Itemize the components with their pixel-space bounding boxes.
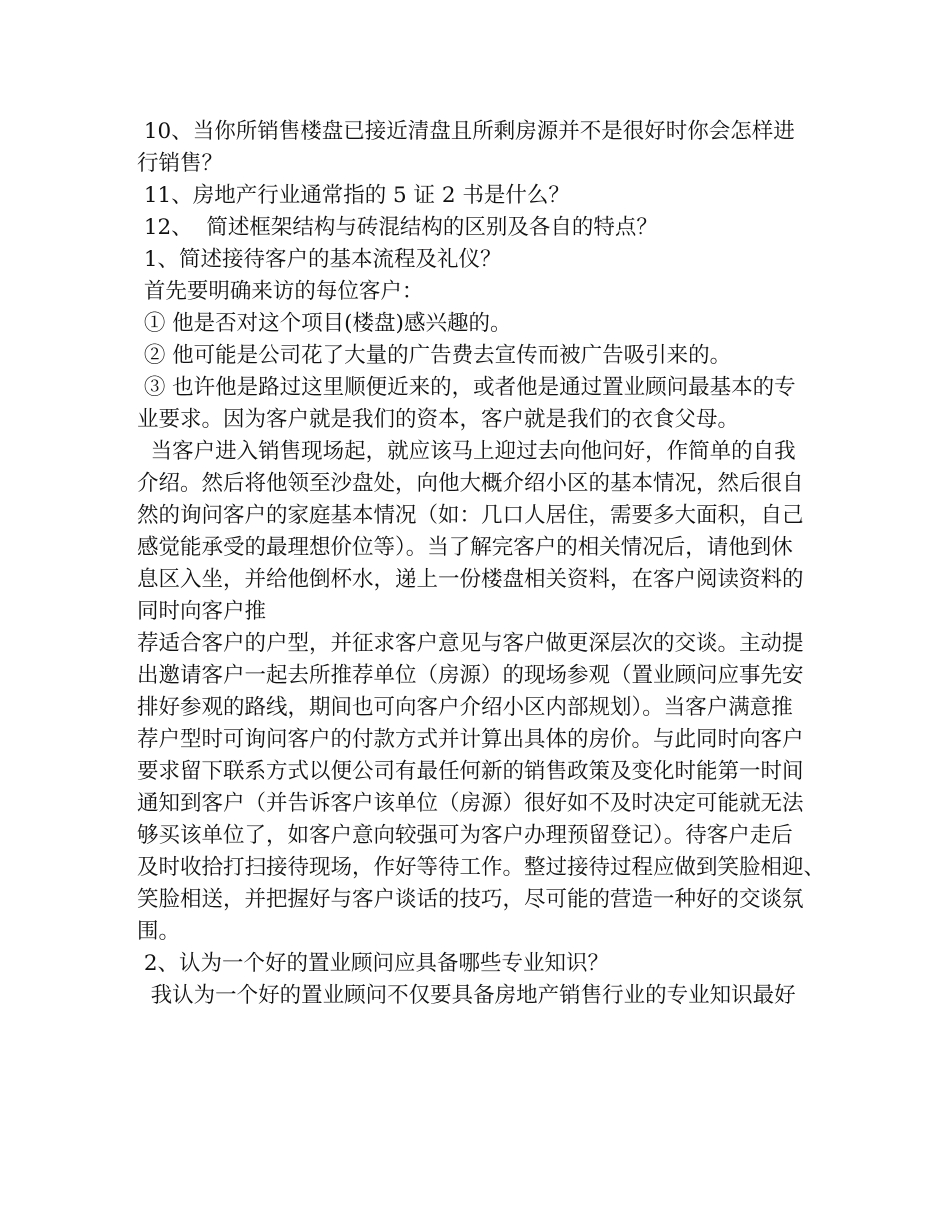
text-line: ② 他可能是公司花了大量的广告费去宣传而被广告吸引来的。 xyxy=(137,343,732,368)
text-line: 荐适合客户的户型，并征求客户意见与客户做更深层次的交谈。主动提 xyxy=(137,631,804,656)
text-line: 业要求。因为客户就是我们的资本，客户就是我们的衣食父母。 xyxy=(137,407,740,432)
text-line: 要求留下联系方式以便公司有最任何新的销售政策及变化时能第一时间 xyxy=(137,759,804,784)
text-line: 我认为一个好的置业顾问不仅要具备房地产销售行业的专业知识最好 xyxy=(137,983,796,1008)
document-body xyxy=(137,116,827,1012)
text-line: 1、简述接待客户的基本流程及礼仪？ xyxy=(137,247,502,272)
text-line: 够买该单位了，如客户意向较强可为客户办理预留登记）。待客户走后 xyxy=(137,823,793,848)
text-line: 2、认为一个好的置业顾问应具备哪些专业知识？ xyxy=(137,951,610,976)
text-line: 当客户进入销售现场起，就应该马上迎过去向他问好，作简单的自我 xyxy=(137,439,796,464)
text-line: 10、当你所销售楼盘已接近清盘且所剩房源并不是很好时你会怎样进 xyxy=(137,119,795,144)
text-line: ③ 也许他是路过这里顺便近来的，或者他是通过置业顾问最基本的专 xyxy=(137,375,796,400)
text-line: 首先要明确来访的每位客户： xyxy=(137,279,424,304)
text-line: 行销售？ xyxy=(137,151,224,176)
text-line: 围。 xyxy=(137,919,181,944)
text-line: 出邀请客户一起去所推荐单位（房源）的现场参观（置业顾问应事先安 xyxy=(137,663,804,688)
text-line: 荐户型时可询问客户的付款方式并计算出具体的房价。与此同时向客户 xyxy=(137,727,804,752)
text-line: ① 他是否对这个项目(楼盘)感兴趣的。 xyxy=(137,311,512,336)
text-line: 通知到客户（并告诉客户该单位（房源）很好如不及时决定可能就无法 xyxy=(137,791,804,816)
text-line: 12、 简述框架结构与砖混结构的区别及各自的特点？ xyxy=(137,215,658,240)
text-line: 排好参观的路线，期间也可向客户介绍小区内部规划）。当客户满意推 xyxy=(137,695,793,720)
text-line: 然的询问客户的家庭基本情况（如：几口人居住，需要多大面积，自己 xyxy=(137,503,804,528)
text-line: 11、房地产行业通常指的 5 证 2 书是什么？ xyxy=(137,183,570,208)
text-line: 及时收拾打扫接待现场，作好等待工作。整过接待过程应做到笑脸相迎、 xyxy=(137,855,826,880)
text-line: 息区入坐，并给他倒杯水，递上一份楼盘相关资料，在客户阅读资料的 xyxy=(137,567,804,592)
text-line: 介绍。然后将他领至沙盘处，向他大概介绍小区的基本情况，然后很自 xyxy=(137,471,804,496)
text-line: 笑脸相送，并把握好与客户谈话的技巧，尽可能的营造一种好的交谈氛 xyxy=(137,887,804,912)
text-line: 感觉能承受的最理想价位等）。当了解完客户的相关情况后，请他到休 xyxy=(137,535,793,560)
text-line: 同时向客户推 xyxy=(137,599,267,624)
